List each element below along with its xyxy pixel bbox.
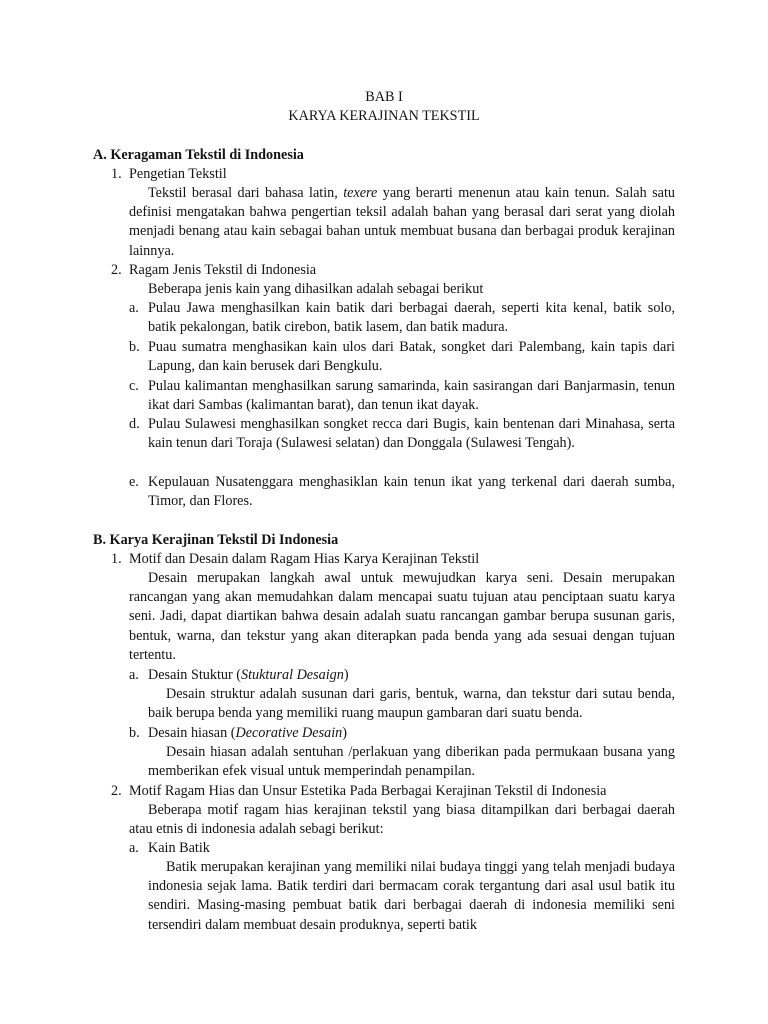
sub-item-title: Kain Batik: [148, 840, 210, 856]
paragraph-text: Desain struktur adalah susunan dari garis, bentuk, warna, dan tekstur dari sutau benda, baik berupa benda yang memiliki ruang maupun gambaran dari suatu benda.: [148, 686, 675, 722]
paragraph-text: Beberapa motif ragam hias kerajinan tekstil yang biasa ditampilkan dari berbagai daerah atau etnis di indonesia adalah sebagi berikut:: [129, 802, 675, 838]
italic-term: texere: [343, 185, 378, 201]
list-marker: a.: [129, 667, 139, 683]
section-b-heading: B. Karya Kerajinan Tekstil Di Indonesia: [93, 532, 339, 548]
italic-term: Stuktural Desaign: [241, 667, 344, 683]
list-marker: b.: [129, 339, 140, 355]
list-marker: 1.: [111, 551, 122, 567]
sub-item-title-text: Desain Stuktur (: [148, 667, 241, 683]
list-marker: b.: [129, 725, 140, 741]
sub-item-title-text: ): [342, 725, 347, 741]
italic-term: Decorative Desain: [235, 725, 343, 741]
paragraph-text: Desain merupakan langkah awal untuk mewujudkan karya seni. Desain merupakan rancangan yang akan memudahkan dalam mencapai suatu tujuan atau penciptaan suatu karya seni. Jadi, dapat diartikan bahwa desain adalah suatu rancangan gambar berupa susunan garis, bentuk, warna, dan tekstur yang akan diterapkan pada benda yang ada sesuai dengan tujuan tertentu.: [129, 570, 675, 663]
paragraph-text: Batik merupakan kerajinan yang memiliki nilai budaya tinggi yang telah menjadi budaya indonesia sejak lama. Batik terdiri dari bermacam corak tergantung dari asal usul batik itu sendiri. Masing-masing pembuat batik dari berbagai daerah di indonesia memiliki seni tersendiri dalam membuat desain produknya, seperti batik: [148, 859, 675, 933]
section-a-heading: A. Keragaman Tekstil di Indonesia: [93, 147, 304, 163]
paragraph: [148, 685, 675, 723]
paragraph: [129, 801, 675, 839]
paragraph-text: yang berarti menenun atau kain tenun. Salah satu definisi mengatakan bahwa pengertian teksil adalah bahan yang berasal dari serat yang diolah menjadi benang atau kain sebagai bahan untuk membuat busana dan berbagai produk kerajinan lainnya.: [129, 185, 675, 259]
list-marker: 1.: [111, 166, 122, 182]
list-item: Kepulauan Nusatenggara menghasiklan kain tenun ikat yang terkenal dari daerah sumba, Timor, dan Flores.: [148, 474, 675, 510]
list-marker: 2.: [111, 262, 122, 278]
sub-item-title-text: ): [343, 667, 349, 683]
paragraph-text: Desain hiasan adalah sentuhan /perlakuan yang diberikan pada permukaan busana yang memberikan efek visual untuk memperindah penampilan.: [148, 744, 675, 780]
list-item: Pulau Sulawesi menghasilkan songket recca dari Bugis, kain bentenan dari Minahasa, serta kain tenun dari Toraja (Sulawesi selatan) dan Donggala (Sulawesi Tengah).: [148, 416, 675, 452]
sub-item-title: [148, 666, 349, 685]
sub-item-title: [148, 724, 347, 743]
list-item: Pulau Jawa menghasilkan kain batik dari berbagai daerah, seperti kita kenal, batik solo, batik pekalongan, batik cirebon, batik lasem, dan batik madura.: [148, 300, 675, 336]
subsection-title: Motif dan Desain dalam Ragam Hias Karya Kerajinan Tekstil: [129, 551, 480, 567]
paragraph: [129, 184, 675, 261]
list-marker: a.: [129, 840, 139, 856]
paragraph-text: Tekstil berasal dari bahasa latin,: [148, 185, 344, 201]
intro-text: Beberapa jenis kain yang dihasilkan adalah sebagai berikut: [148, 281, 484, 297]
paragraph: [148, 743, 675, 781]
chapter-label: BAB I: [365, 89, 403, 105]
list-marker: 2.: [111, 783, 122, 799]
sub-item-title-text: Desain hiasan (: [148, 725, 236, 741]
list-item: Puau sumatra menghasikan kain ulos dari Batak, songket dari Palembang, kain tapis dari Lapung, dan kain berusek dari Bengkulu.: [148, 339, 675, 375]
chapter-title: KARYA KERAJINAN TEKSTIL: [288, 108, 480, 124]
subsection-title: Motif Ragam Hias dan Unsur Estetika Pada Berbagai Kerajinan Tekstil di Indonesia: [129, 783, 607, 799]
list-marker: a.: [129, 300, 139, 316]
paragraph: [129, 569, 675, 665]
subsection-title: Pengetian Tekstil: [129, 166, 227, 182]
list-marker: c.: [129, 378, 139, 394]
paragraph: [148, 858, 675, 935]
list-marker: d.: [129, 416, 140, 432]
subsection-title: Ragam Jenis Tekstil di Indonesia: [129, 262, 317, 278]
list-item: Pulau kalimantan menghasilkan sarung samarinda, kain sasirangan dari Banjarmasin, tenun ikat dari Sambas (kalimantan barat), dan tenun ikat dayak.: [148, 378, 675, 414]
list-marker: e.: [129, 474, 139, 490]
